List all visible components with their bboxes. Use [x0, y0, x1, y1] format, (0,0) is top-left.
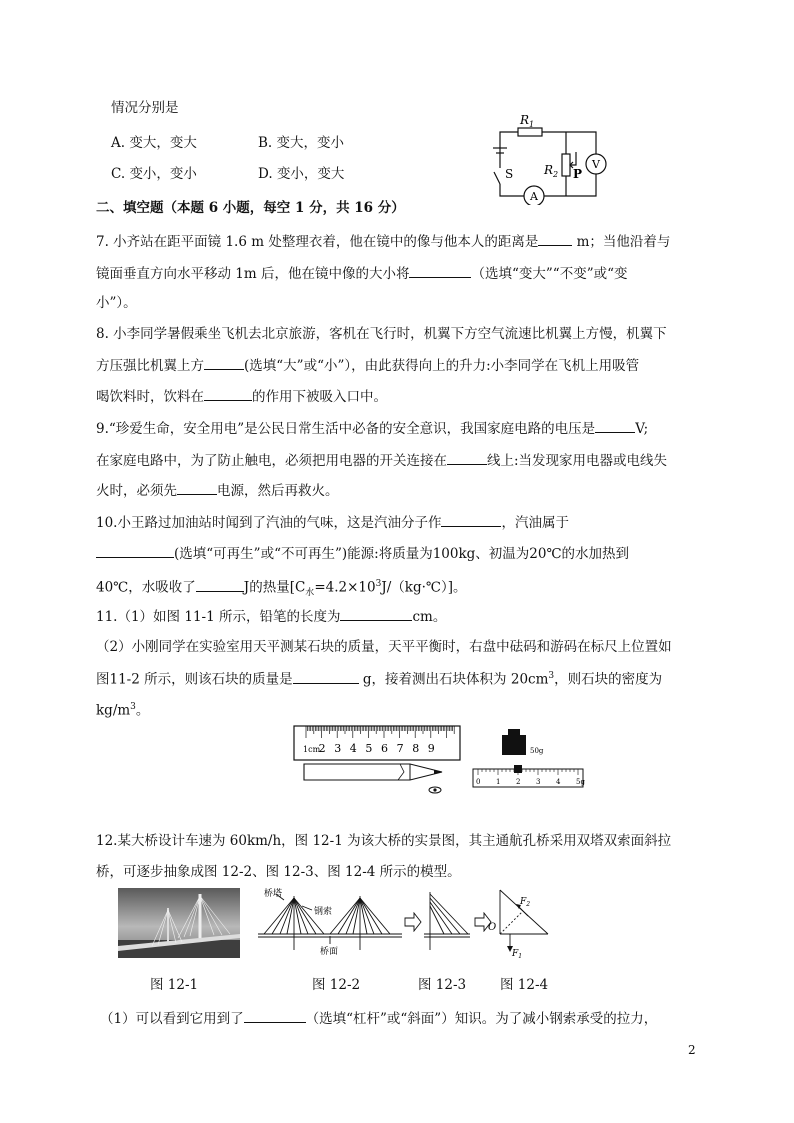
p-label: P [573, 167, 583, 181]
q8-line1: 8. 小李同学暑假乘坐飞机去北京旅游，客机在飞行时，机翼下方空气流速比机翼上方慢，机翼下 [96, 326, 667, 342]
answer-blank [441, 512, 501, 527]
ruler-label: 9 [427, 742, 435, 755]
q6-option-d: D. 变小，变大 [258, 166, 345, 182]
cable-line [294, 898, 308, 934]
scale-label: 1 [496, 778, 501, 786]
tower-label: 桥塔 [264, 889, 283, 899]
ruler-label: 7 [396, 742, 404, 755]
answer-blank [595, 418, 635, 433]
weight-label: 50g [530, 747, 544, 755]
scale-label: 0 [476, 778, 481, 786]
arrow-icon [404, 912, 422, 932]
q12-line2: 桥，可逐步抽象成图 12-2、图 12-3、图 12-4 所示的模型。 [96, 864, 461, 880]
r2-label: $R_2$ [544, 163, 559, 179]
weight-icon [508, 729, 520, 735]
q11-part1: 11.（1）如图 11-1 所示，铅笔的长度为 cm。 [96, 606, 446, 627]
ruler-label: 1cm [303, 745, 321, 754]
q7-line1: 7. 小齐站在距平面镜 1.6 m 处整理衣着，他在镜中的像与他本人的距离是 m；当他沿着与 [96, 231, 670, 252]
f2-label: $F_2$ [520, 897, 531, 908]
q10-line1: 10.小王路过加油站时闻到了汽油的气味，这是汽油分子作 ，汽油属于 [96, 512, 569, 533]
bridge-model-figure [254, 886, 406, 958]
q7-line2: 镜面垂直方向水平移动 1m 后，他在镜中像的大小将 （选填“变大”“不变”或“变 [96, 263, 628, 284]
cable-line [360, 898, 374, 934]
q9-line2: 在家庭电路中，为了防止触电，必须把用电器的开关连接在 线上:当发现家用电器或电线失 [96, 450, 667, 471]
answer-blank [196, 577, 244, 592]
deck-label: 桥面 [320, 947, 339, 957]
answer-blank [177, 480, 217, 495]
q10-line2: (选填“可再生”或“不可再生”)能源:将质量为100kg、初温为20℃的水加热到 [96, 543, 629, 564]
scale-label: 2 [516, 778, 521, 786]
ruler-label: 2 [318, 742, 326, 755]
q7-line3: 小”）。 [96, 295, 137, 311]
q12-line3: （1）可以看到它用到了 （选填“杠杆”或“斜面”）知识。为了减小钢索承受的拉力， [100, 1008, 657, 1029]
s-label: S [505, 167, 514, 181]
bridge-photo [118, 888, 240, 958]
caption-12-1: 图 12-1 [150, 977, 199, 993]
pivot-label: O [488, 922, 497, 933]
cable-line [360, 898, 390, 934]
voltmeter-label: V [592, 158, 600, 171]
q11-part2-line1: （2）小刚同学在实验室用天平测某石块的质量，天平平衡时，右盘中砝码和游码在标尺上位置如 [96, 639, 672, 655]
caption-12-3: 图 12-3 [418, 977, 467, 993]
cable-label: 钢索 [314, 907, 333, 917]
answer-blank [447, 450, 487, 465]
circuit-diagram [488, 110, 613, 205]
q12-line1: 12.某大桥设计车速为 60km/h，图 12-1 为该大桥的实景图，其主通航孔桥采用双塔双索面斜拉 [96, 833, 672, 849]
q8-line2: 方压强比机翼上方 (选填“大”或“小”），由此获得向上的升力:小李同学在飞机上用吸管 [96, 355, 639, 376]
q6-option-c: C. 变小，变小 [111, 166, 197, 182]
f1-label: $F_1$ [512, 949, 523, 958]
section-title: 二、填空题（本题 6 小题，每空 1 分，共 16 分） [96, 200, 405, 216]
cable-line [346, 898, 360, 934]
answer-blank [409, 263, 471, 278]
rider-icon [514, 765, 522, 773]
answer-blank [244, 1008, 306, 1023]
q6-option-a: A. 变大，变大 [111, 135, 197, 151]
page-number: 2 [688, 1043, 696, 1057]
q9-line1: 9.“珍爱生命，安全用电”是公民日常生活中必备的安全意识，我国家庭电路的电压是 V; [96, 418, 648, 439]
ammeter-label: A [530, 190, 538, 203]
ruler-label: 6 [381, 742, 388, 755]
cable-line [280, 898, 294, 934]
caption-12-2: 图 12-2 [312, 977, 361, 993]
q6-option-b: B. 变大，变小 [258, 135, 345, 151]
q6-stem-end: 情况分别是 [111, 100, 179, 116]
answer-blank [204, 355, 244, 370]
r1-label: $R_1$ [520, 113, 535, 129]
answer-blank [340, 606, 412, 621]
caption-12-4: 图 12-4 [500, 977, 549, 993]
q9-line3: 火时，必须先 电源，然后再救火。 [96, 480, 339, 501]
cable-line [264, 898, 294, 934]
answer-blank [96, 543, 174, 558]
answer-blank [204, 386, 252, 401]
balance-figure [470, 727, 586, 791]
ruler-label: 5 [365, 742, 373, 755]
q8-line3: 喝饮料时，饮料在 的作用下被吸入口中。 [96, 386, 387, 407]
lever-model-figure [488, 886, 554, 958]
scale-label: 4 [556, 778, 561, 786]
scale-label: 5g [576, 778, 585, 786]
ruler-label: 3 [334, 742, 342, 755]
q10-line3: 40℃，水吸收了 J的热量$[C_水=4.2\times 10^3J/(kg\cdot℃)]$。 [96, 574, 467, 603]
q11-part2-line3: $kg/m^3$。 [96, 702, 150, 719]
answer-blank [538, 231, 572, 246]
ruler-label: 8 [412, 742, 420, 755]
half-bridge-figure [422, 888, 472, 954]
scale-label: 3 [536, 778, 541, 786]
q11-part2-line2: 图11-2 所示，则该石块的质量是 g，接着测出石块体积为 $20cm^3$，则石块的密度为 [96, 666, 662, 690]
ruler-label: 4 [349, 742, 357, 755]
cable-line [330, 898, 360, 934]
answer-blank [293, 669, 359, 684]
ruler-pencil-figure [292, 722, 464, 796]
